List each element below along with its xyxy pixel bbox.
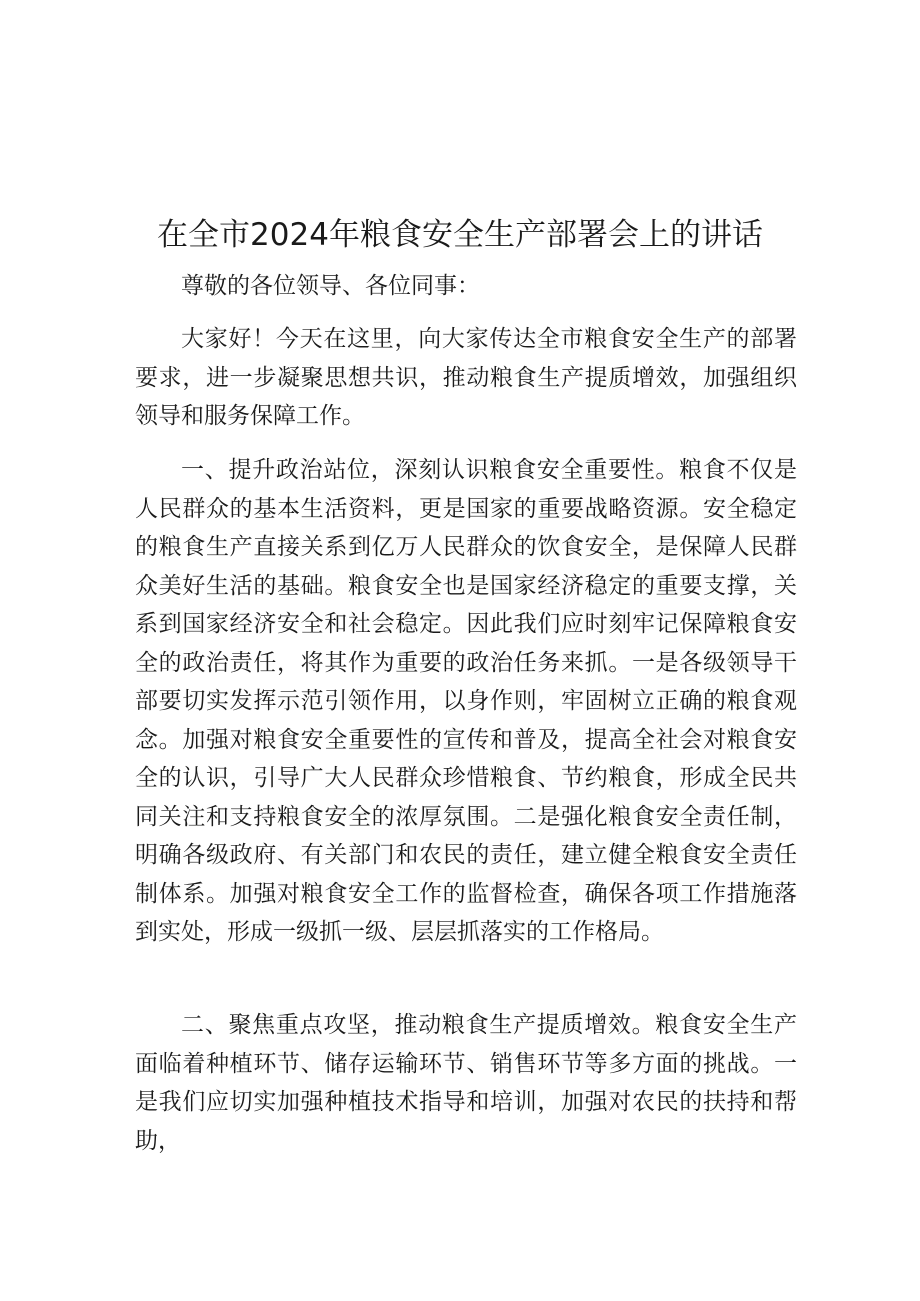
paragraph-greeting: 大家好！今天在这里，向大家传达全市粮食安全生产的部署要求，进一步凝聚思想共识，推动粮食生产提质增效，加强组织领导和服务保障工作。: [135, 326, 797, 429]
paragraph-section-one: 一、提升政治站位，深刻认识粮食安全重要性。粮食不仅是人民群众的基本生活资料，更是国家的重要战略资源。安全稳定的粮食生产直接关系到亿万人民群众的饮食安全，是保障人民群众美好生活的基础。粮食安全也是国家经济稳定的重要支撑，关系到国家经济安全和社会稳定。因此我们应时刻牢记保障粮食安全的政治责任，将其作为重要的政治任务来抓。一是各级领导干部要切实发挥示范引领作用，以身作则，牢固树立正确的粮食观念。加强对粮食安全重要性的宣传和普及，提高全社会对粮食安全的认识，引导广大人民群众珍惜粮食、节约粮食，形成全民共同关注和支持粮食安全的浓厚氛围。二是强化粮食安全责任制，明确各级政府、有关部门和农民的责任，建立健全粮食安全责任制体系。加强对粮食安全工作的监督检查，确保各项工作措施落到实处，形成一级抓一级、层层抓落实的工作格局。: [135, 457, 797, 945]
salutation: 尊敬的各位领导、各位同事：: [181, 273, 480, 299]
document-title: 在全市2024年粮食安全生产部署会上的讲话: [157, 217, 763, 253]
paragraph-section-two: 二、聚焦重点攻坚，推动粮食生产提质增效。粮食安全生产面临着种植环节、储存运输环节、销售环节等多方面的挑战。一是我们应切实加强种植技术指导和培训，加强对农民的扶持和帮助，: [135, 1012, 797, 1154]
